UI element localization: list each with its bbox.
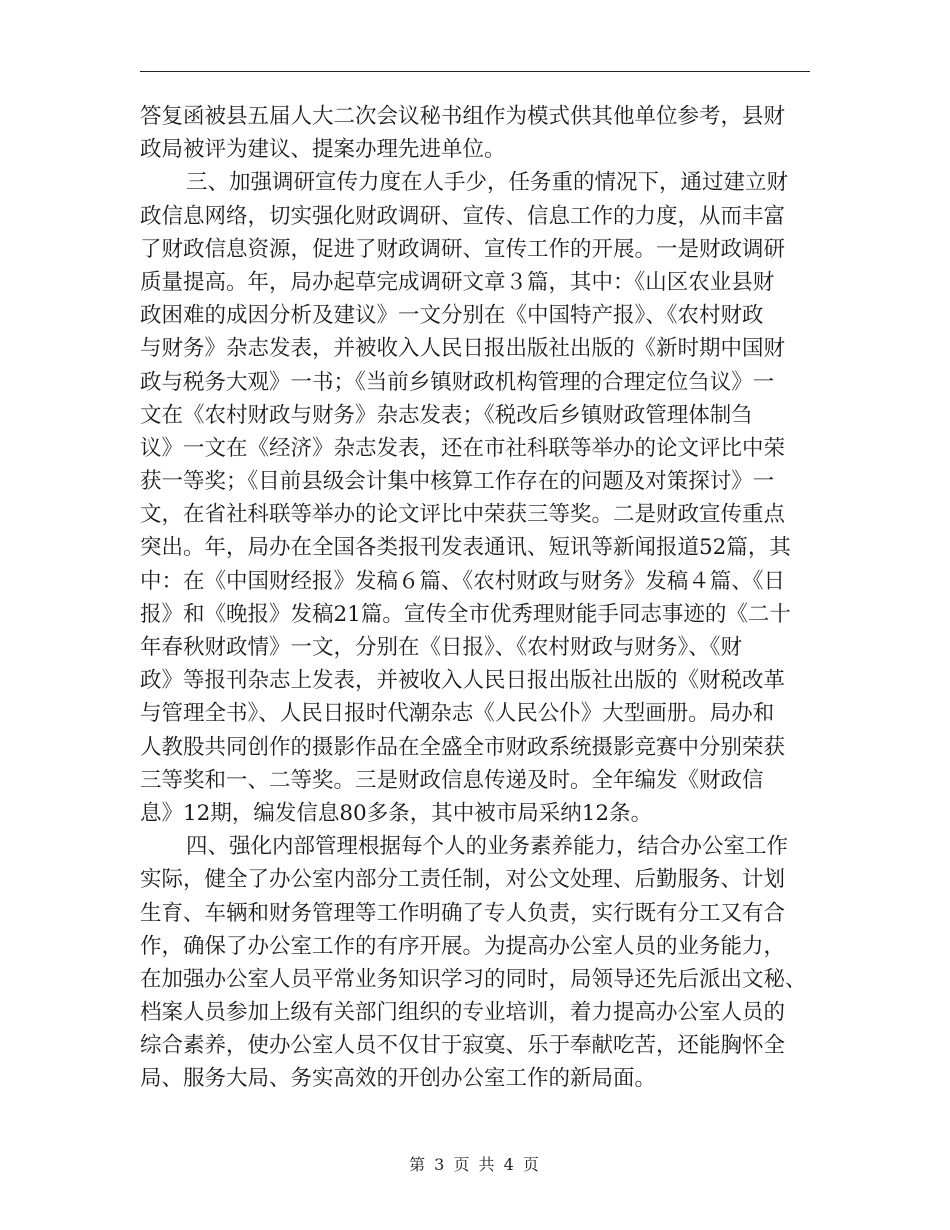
text-line: 综合素养，使办公室人员不仅甘于寂寞、乐于奉献吃苦，还能胸怀全 [140, 1033, 786, 1059]
text-line: 政信息网络，切实强化财政调研、宣传、信息工作的力度，从而丰富 [140, 203, 786, 229]
text-line: 中：在《中国财经报》发稿６篇、《农村财政与财务》发稿４篇、《日 [140, 568, 786, 594]
text-line: 议》一文在《经济》杂志发表，还在市社科联等举办的论文评比中荣 [140, 435, 786, 461]
text-line: 档案人员参加上级有关部门组织的专业培训，着力提高办公室人员的 [140, 1000, 786, 1026]
text-line: 与财务》杂志发表，并被收入人民日报出版社出版的《新时期中国财 [140, 336, 786, 362]
text-line: 政局被评为建议、提案办理先进单位。 [140, 137, 506, 163]
document-body [140, 100, 810, 1096]
text-line: 文，在省社科联等举办的论文评比中荣获三等奖。二是财政宣传重点 [140, 502, 786, 528]
text-line: 文在《农村财政与财务》杂志发表；《税改后乡镇财政管理体制刍 [140, 402, 753, 428]
text-line: 政困难的成因分析及建议》一文分别在《中国特产报》、《农村财政 [140, 303, 764, 329]
text-line: 质量提高。年，局办起草完成调研文章３篇，其中：《山区农业县财 [140, 269, 775, 295]
text-line: 突出。年，局办在全国各类报刊发表通讯、短讯等新闻报道52篇，其 [140, 535, 791, 561]
text-line: 了财政信息资源，促进了财政调研、宣传工作的开展。一是财政调研 [140, 236, 786, 262]
paragraph-first-line: 四、强化内部管理根据每个人的业务素养能力，结合办公室工作 [186, 834, 789, 860]
text-line: 报》和《晚报》发稿21篇。宣传全市优秀理财能手同志事迹的《二十 [140, 601, 791, 627]
text-line: 年春秋财政情》一文，分别在《日报》、《农村财政与财务》、《财 [140, 635, 743, 660]
text-line: 局、服务大局、务实高效的开创办公室工作的新局面。 [140, 1066, 657, 1092]
text-line: 生育、车辆和财务管理等工作明确了专人负责，实行既有分工又有合 [140, 900, 786, 926]
text-line: 三等奖和一、二等奖。三是财政信息传递及时。全年编发《财政信 [140, 767, 764, 793]
paragraph-first-line: 三、加强调研宣传力度在人手少，任务重的情况下，通过建立财 [186, 170, 789, 196]
text-line: 与管理全书》、人民日报时代潮杂志《人民公仆》大型画册。局办和 [140, 701, 775, 727]
text-line: 作，确保了办公室工作的有序开展。为提高办公室人员的业务能力， [140, 933, 786, 959]
text-line: 息》12期，编发信息80多条，其中被市局采纳12条。 [140, 800, 653, 826]
header-rule [140, 71, 810, 72]
text-line: 政》等报刊杂志上发表，并被收入人民日报出版社出版的《财税改革 [140, 668, 786, 694]
text-line: 答复函被县五届人大二次会议秘书组作为模式供其他单位参考，县财 [140, 104, 786, 129]
text-line: 获一等奖；《目前县级会计集中核算工作存在的问题及对策探讨》一 [140, 469, 775, 495]
text-line: 政与税务大观》一书；《当前乡镇财政机构管理的合理定位刍议》一 [140, 369, 775, 395]
page-number: 第 3 页 共 4 页 [409, 1155, 541, 1174]
text-line: 在加强办公室人员平常业务知识学习的同时，局领导还先后派出文秘、 [140, 966, 807, 992]
text-line: 人教股共同创作的摄影作品在全盛全市财政系统摄影竞赛中分别荣获 [140, 734, 786, 760]
text-line: 实际，健全了办公室内部分工责任制，对公文处理、后勤服务、计划 [140, 867, 786, 893]
